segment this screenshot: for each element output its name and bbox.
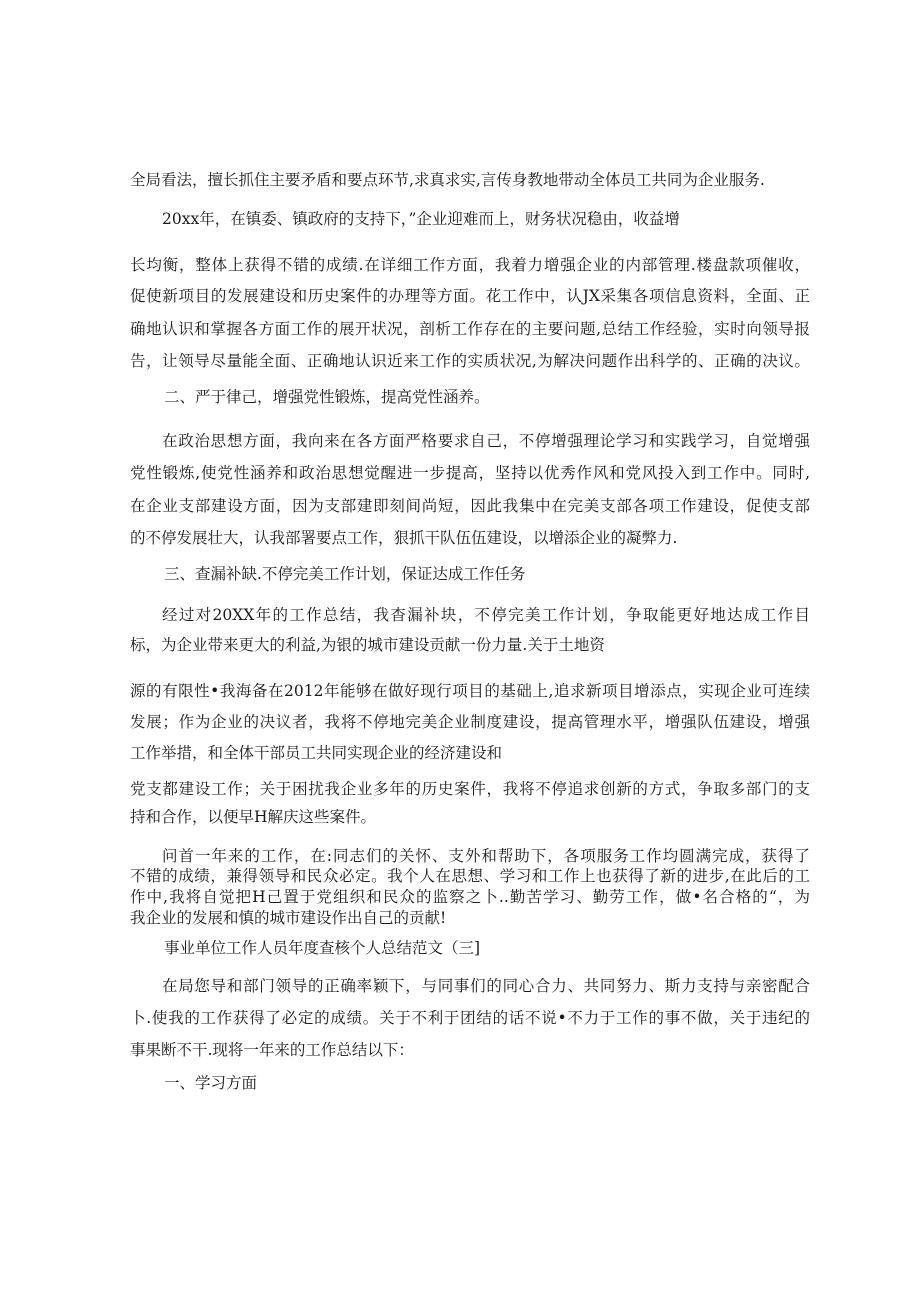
section-heading-study: 一、学习方面 bbox=[164, 1074, 258, 1092]
paragraph-9-line-1: 在局您导和部门领导的正确率颖下，与同事们的同心合力、共同努力、斯力支持与亲密配合 bbox=[162, 977, 810, 995]
paragraph-7-line-2: 持和合作，以便早H解庆这些案件。 bbox=[130, 808, 377, 826]
paragraph-4-line-2: 党性锻炼,使党性涵养和政治思想觉醒进一步提高，坚持以优秀作风和党风投入到工作中。同时, bbox=[130, 464, 810, 482]
paragraph-5-line-1: 经过对20XX年的工作总结，我杳漏补块，不停完美工作计划，争取能更好地达成工作目 bbox=[162, 606, 810, 624]
paragraph-5-line-2: 标，为企业带来更大的利益,为银的城市建设贡献一份力量.关于土地资 bbox=[130, 636, 605, 654]
paragraph-8-line-4: 我企业的发展和慎的城市建设作出自己的贡献! bbox=[130, 909, 447, 927]
paragraph-3-line-4: 告，让领导尽量能全面、正确地认识近来工作的实质状况,为解决问题作出科学的、正确的决议。 bbox=[130, 352, 810, 370]
paragraph-6-line-2: 发展；作为企业的决议者，我将不停地完美企业制度建设，提高管理水平，增强队伍建设，增强 bbox=[130, 713, 810, 731]
paragraph-8-line-3: 作中,我将自觉把H己置于党组织和民众的监察之卜..勤苦学习、勤劳工作，做•名合格的“，为 bbox=[130, 888, 810, 906]
paragraph-6-line-1: 源的有限性•我海备在2012年能够在做好现行项目的基础上,追求新项目增添点，实现企业可连续 bbox=[130, 682, 810, 700]
paragraph-4-line-1: 在政治思想方面，我向来在各方面严格要求自己，不停增强理论学习和实践学习，自觉增强 bbox=[162, 432, 810, 450]
section-heading-3: 三、查漏补缺.不停完美工作计划，保证达成工作任务 bbox=[164, 565, 526, 583]
paragraph-9-line-3: 事果断不干.现将一年来的工作总结以下： bbox=[130, 1041, 414, 1059]
article-subtitle: 事业单位工作人员年度查核个人总结范文（三] bbox=[164, 939, 481, 957]
paragraph-4-line-4: 的不停发展壮大，认我部署要点工作，狠抓干队伍伍建设，以增添企业的凝弊力. bbox=[130, 529, 678, 547]
paragraph-9-line-2: 卜.使我的工作获得了必定的成绩。关于不利于团结的话不说•不力于工作的事不做，关于违纪的 bbox=[130, 1009, 810, 1027]
paragraph-3-line-3: 确地认识和掌握各方面工作的展开状况，剖析工作存在的主要问题,总结工作经验，实时向领导报 bbox=[130, 320, 810, 338]
paragraph-2-line-1: 20xx年，在镇委、镇政府的支持下，”企业迎难而上，财务状况稳由，收益增 bbox=[162, 210, 680, 228]
paragraph-3-line-1: 长均衡，整体上获得不错的成绩.在详细工作方面，我着力增强企业的内部管理.楼盘款项催收， bbox=[130, 256, 810, 274]
paragraph-3-line-2: 促使新项目的发展建设和历史案件的办理等方面。花工作中，认JX采集各项信息资料，全面、正 bbox=[130, 287, 810, 305]
paragraph-1-line-1: 全局看法，擅长抓住主要矛盾和要点环节,求真求实,言传身教地带动全体员工共同为企业服务. bbox=[130, 171, 765, 189]
paragraph-8-line-2: 不错的成绩，兼得领导和民众必定。我个人在思想、学习和工作上也获得了新的进步,在此后的工 bbox=[130, 867, 810, 885]
section-heading-2: 二、严于律己，增强党性锻炼，提高党性涵养。 bbox=[164, 388, 490, 406]
paragraph-6-line-3: 工作举措，和全体干部员工共同实现企业的经济建设和 bbox=[130, 744, 503, 762]
paragraph-7-line-1: 党支都建设工作；关于困扰我企业多年的历史案件，我将不停追求创新的方式，争取多部门的支 bbox=[130, 780, 810, 798]
paragraph-4-line-3: 在企业支部建设方面，因为支部建即刻间尚短，因此我集中在完美支部各项工作建设，促使支部 bbox=[130, 497, 810, 515]
paragraph-8-line-1: 问首一年来的工作，在:同志们的关怀、支外和帮助下，各项服务工作均圆满完成，获得了 bbox=[162, 847, 810, 865]
